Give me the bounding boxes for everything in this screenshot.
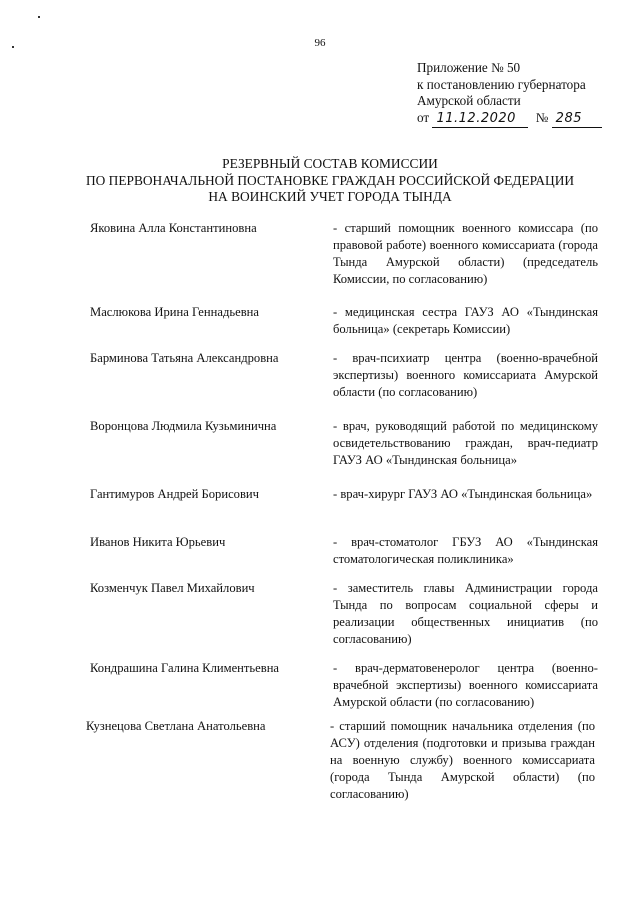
appendix-line: к постановлению губернатора bbox=[417, 76, 586, 92]
member-role: - заместитель главы Администрации города Тында по вопросам социальной сферы и реализации общественных инициатив (по согласованию) bbox=[333, 581, 598, 646]
number-value: 285 bbox=[555, 110, 582, 126]
appendix-line: Амурской области bbox=[417, 93, 521, 108]
title-line: ПО ПЕРВОНАЧАЛЬНОЙ ПОСТАНОВКЕ ГРАЖДАН РОССИЙСКОЙ ФЕДЕРАЦИИ bbox=[85, 172, 575, 188]
member-role: - врач-стоматолог ГБУЗ АО «Тындинская стоматологическая поликлиника» bbox=[333, 535, 598, 566]
member-role: - старший помощник начальника отделения (по АСУ) отделения (подготовки и призыва граждан на военную службу) военного комиссариата (города Тында Амурской области) (по согласованию) bbox=[330, 719, 595, 801]
member-role: - медицинская сестра ГАУЗ АО «Тындинская больница» (секретарь Комиссии) bbox=[333, 305, 598, 336]
title-line: РЕЗЕРВНЫЙ СОСТАВ КОМИССИИ bbox=[222, 156, 438, 171]
member-name: Гантимуров Андрей Борисович bbox=[90, 487, 259, 501]
member-name: Кузнецова Светлана Анатольевна bbox=[86, 719, 266, 733]
document-title bbox=[60, 156, 600, 206]
appendix-date-line bbox=[417, 110, 627, 129]
member-name: Иванов Никита Юрьевич bbox=[90, 535, 226, 549]
member-name: Козменчук Павел Михайлович bbox=[90, 581, 255, 595]
number-field bbox=[552, 111, 602, 129]
member-role: - врач-дерматовенеролог центра (военно-врачебной экспертизы) военного комиссариата Амурской области (по согласованию) bbox=[333, 661, 598, 709]
date-value: 11.12.2020 bbox=[436, 110, 516, 126]
date-prefix: от bbox=[417, 109, 430, 125]
member-role: - врач, руководящий работой по медицинскому освидетельствованию граждан, врач-педиатр ГАУЗ АО «Тындинская больница» bbox=[333, 419, 598, 467]
number-prefix: № bbox=[535, 109, 549, 125]
appendix-line: Приложение № 50 bbox=[417, 60, 521, 75]
member-name: Барминова Татьяна Александровна bbox=[90, 351, 279, 365]
member-role: - старший помощник военного комиссара (по правовой работе) военного комиссариата (города Тында Амурской области) (председатель Комиссии, по согласованию) bbox=[333, 221, 598, 286]
date-field bbox=[432, 111, 528, 129]
title-line: НА ВОИНСКИЙ УЧЕТ ГОРОДА ТЫНДА bbox=[208, 189, 452, 204]
member-name: Кондрашина Галина Климентьевна bbox=[90, 661, 280, 675]
scan-mark bbox=[38, 16, 40, 18]
member-name: Яковина Алла Константиновна bbox=[90, 221, 257, 235]
page-number: 96 bbox=[314, 37, 326, 49]
member-role: - врач-хирург ГАУЗ АО «Тындинская больница» bbox=[333, 487, 593, 501]
member-name: Маслюкова Ирина Геннадьевна bbox=[90, 305, 259, 319]
appendix-header bbox=[417, 60, 627, 128]
member-name: Воронцова Людмила Кузьминична bbox=[90, 419, 277, 433]
member-role: - врач-психиатр центра (военно-врачебной экспертизы) военного комиссариата Амурской области (по согласованию) bbox=[333, 351, 598, 399]
